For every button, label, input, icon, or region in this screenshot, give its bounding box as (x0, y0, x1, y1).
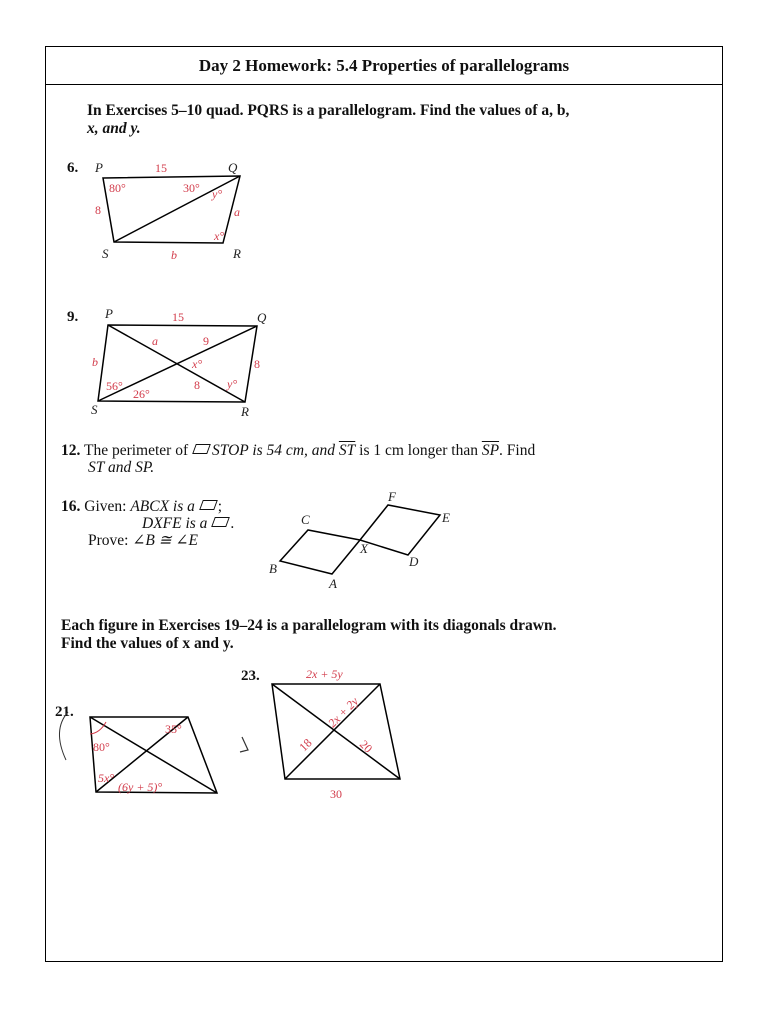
ex9-vertex-p: P (105, 306, 113, 321)
ex6-vertex-q: Q (228, 160, 238, 175)
ex12-st-segment: $\overline{ST}$ (338, 442, 356, 459)
ex23-label-top: 2x + 5y (306, 667, 343, 681)
ex6-vertex-s: S (102, 246, 109, 261)
ex9-number: 9. (67, 309, 79, 325)
intro-line-1: In Exercises 5–10 quad. PQRS is a parallelogram. Find the values of a, b, (87, 102, 570, 119)
ex12-text-c: is 1 cm longer than (355, 442, 482, 459)
ex12-line-2: ST and SP. (88, 459, 155, 476)
ex12-text-b: STOP is 54 cm, and (212, 442, 339, 459)
ex9-label-eight: 8 (194, 378, 200, 392)
ex6-label-y: y° (212, 187, 223, 201)
ex12-text-a: The perimeter of (83, 442, 192, 459)
ex9-label-angle-s1: 56° (106, 379, 123, 393)
ex21-label-angle-2: 80° (93, 740, 110, 754)
ex12-number: 12. (61, 442, 81, 459)
ex12-text-d: . Find (499, 442, 536, 459)
ex16-given-1: 16. Given: ABCX is a ; (61, 498, 223, 515)
ex23-label-left: 18 (296, 735, 315, 755)
ex9-label-a: a (152, 334, 158, 348)
ex9-vertex-r: R (241, 404, 249, 419)
ex6-label-bottom: b (171, 248, 177, 262)
ex9-label-left: b (92, 355, 98, 369)
ex23-number: 23. (241, 668, 260, 684)
ex9-vertex-q: Q (257, 310, 267, 325)
ex21-number: 21. (55, 704, 74, 720)
ex23-label-diag: 2x + 2y (325, 694, 362, 731)
ex16-prove-text: ∠B ≅ ∠E (132, 532, 198, 549)
ex9-vertex-s: S (91, 402, 98, 417)
ex16-vertex-b: B (269, 561, 277, 576)
ex16-given-text-1: ABCX is a (130, 498, 199, 515)
page-title: Day 2 Homework: 5.4 Properties of parallelograms (46, 47, 722, 85)
ex6-number: 6. (67, 160, 79, 176)
ex9-label-x: x° (192, 357, 203, 371)
ex9-label-y: y° (227, 377, 238, 391)
ex16-vertex-c: C (301, 512, 310, 527)
ex21-label-angle-1: 35° (165, 722, 182, 736)
ex16-vertex-e: E (442, 510, 450, 525)
ex16-vertex-x: X (360, 541, 368, 556)
section-line-2: Find the values of x and y. (61, 635, 234, 652)
ex16-given-2: DXFE is a . (142, 515, 235, 532)
ex23-label-bottom: 30 (330, 787, 342, 801)
ex6-label-angle-p: 80° (109, 181, 126, 195)
ex9-label-top: 15 (172, 310, 184, 324)
section-line-1: Each figure in Exercises 19–24 is a parallelogram with its diagonals drawn. (61, 617, 557, 634)
ex16-prove-label: Prove: (88, 532, 129, 549)
ex23-label-right: 20 (356, 737, 376, 756)
ex21-label-angle-3: 5x° (98, 771, 115, 785)
ex9-label-right: 8 (254, 357, 260, 371)
intro-line-2: x, and y. (87, 120, 141, 137)
ex16-number: 16. (61, 498, 81, 515)
ex16-given-text-2: DXFE is a (142, 515, 212, 532)
ex16-vertex-d: D (409, 554, 419, 569)
ex6-label-right: a (234, 205, 240, 219)
ex9-label-angle-s2: 26° (133, 387, 150, 401)
ex6-label-top: 15 (155, 161, 167, 175)
ex6-label-angle-q: 30° (183, 181, 200, 195)
ex9-label-nine: 9 (203, 334, 209, 348)
ex6-label-left: 8 (95, 203, 101, 217)
ex12-sp-segment: $\overline{SP}$ (481, 442, 500, 459)
ex6-vertex-r: R (233, 246, 241, 261)
ex21-label-angle-4: (6y + 5)° (118, 780, 163, 794)
ex6-label-x: x° (214, 229, 225, 243)
ex16-given-label: Given: (84, 498, 127, 515)
ex6-vertex-p: P (95, 160, 103, 175)
ex16-vertex-a: A (329, 576, 337, 591)
ex16-vertex-f: F (388, 489, 396, 504)
